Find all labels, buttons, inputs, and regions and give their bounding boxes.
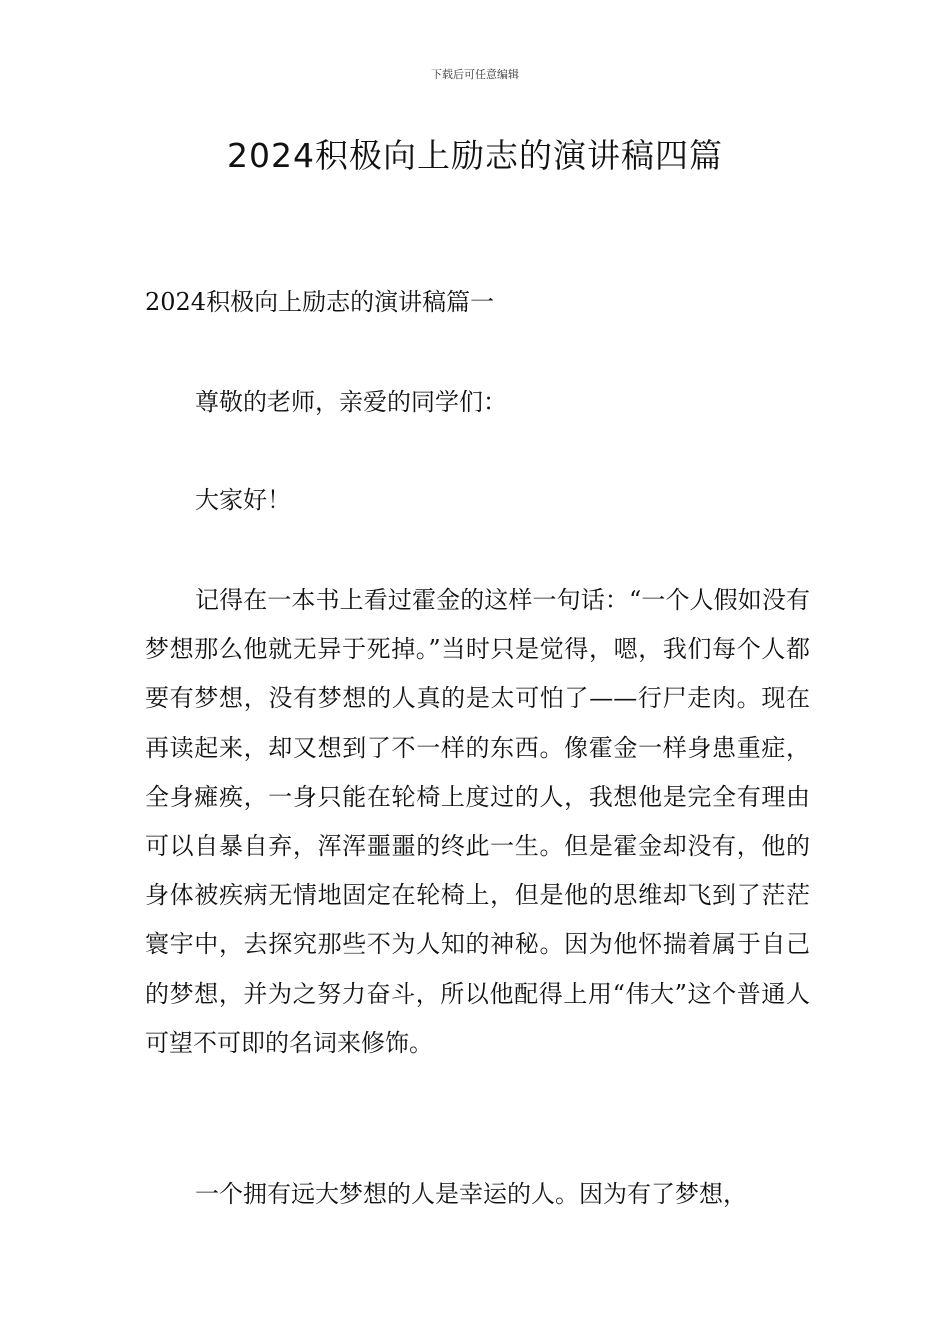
document-title: 2024积极向上励志的演讲稿四篇: [227, 136, 723, 175]
body-paragraph: 一个拥有远大梦想的人是幸运的人。因为有了梦想，: [195, 1180, 747, 1208]
body-paragraph: 记得在一本书上看过霍金的这样一句话：“一个人假如没有梦想那么他就无异于死掉。”当时只是觉得，嗯，我们每个人都要有梦想，没有梦想的人真的是太可怕了——行尸走肉。现在再读起来，却又想到了不一样的东西。像霍金一样身患重症，全身瘫痪，一身只能在轮椅上度过的人，我想他是完全有理由可以自暴自弃，浑浑噩噩的终此一生。但是霍金却没有，他的身体被疾病无情地固定在轮椅上，但是他的思维却飞到了茫茫寰宇中，去探究那些不为人知的神秘。因为他怀揣着属于自己的梦想，并为之努力奋斗，所以他配得上用“伟大”这个普通人可望不可即的名词来修饰。: [145, 586, 810, 1057]
hello-line: 大家好！: [195, 486, 291, 514]
header-note: 下载后可任意编辑: [431, 68, 519, 81]
greeting-line: 尊敬的老师，亲爱的同学们：: [195, 388, 507, 416]
section-heading: 2024积极向上励志的演讲稿篇一: [145, 288, 495, 316]
